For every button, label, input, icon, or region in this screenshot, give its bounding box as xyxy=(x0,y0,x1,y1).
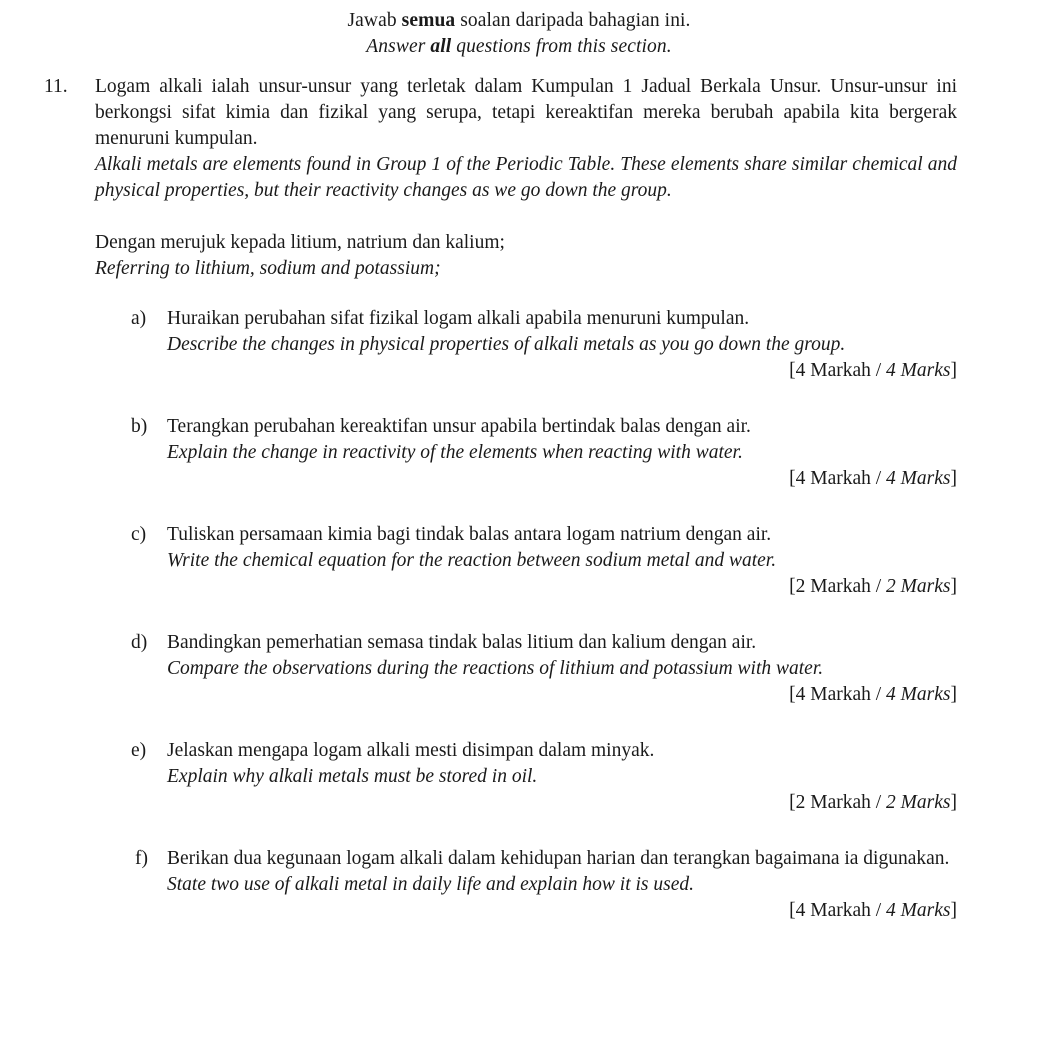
part-letter: f) xyxy=(135,848,148,869)
part-text-malay: Berikan dua kegunaan logam alkali dalam kehidupan harian dan terangkan bagaimana ia digunakan. xyxy=(167,848,950,869)
part-text-english: Explain why alkali metals must be stored in oil. xyxy=(167,766,538,787)
instruction-malay-suffix: soalan daripada bahagian ini. xyxy=(455,10,691,31)
part-body xyxy=(167,630,957,708)
instruction-malay-bold: semua xyxy=(401,10,456,31)
instruction-english-bold: all xyxy=(430,36,452,57)
part-body xyxy=(167,522,957,600)
instruction-line-malay xyxy=(0,8,1038,34)
question-body xyxy=(95,74,957,282)
part-body xyxy=(167,738,957,816)
instruction-malay-prefix: Jawab xyxy=(347,10,402,31)
instruction-english-suffix: questions from this section. xyxy=(451,36,672,57)
question-part-d xyxy=(131,630,957,708)
part-marks xyxy=(131,898,957,924)
part-text-english: Compare the observations during the reactions of lithium and potassium with water. xyxy=(167,658,824,679)
marks-english: 4 Marks xyxy=(886,900,951,921)
part-body xyxy=(167,306,957,384)
question-part-f xyxy=(131,846,957,924)
part-body xyxy=(167,414,957,492)
marks-close: ] xyxy=(950,900,957,921)
marks-malay: [4 Markah / xyxy=(789,468,887,489)
part-text-malay: Tuliskan persamaan kimia bagi tindak balas antara logam natrium dengan air. xyxy=(167,524,772,545)
paragraph-spacer xyxy=(95,204,957,230)
part-text-malay: Bandingkan pemerhatian semasa tindak balas litium dan kalium dengan air. xyxy=(167,632,757,653)
part-text-malay: Huraikan perubahan sifat fizikal logam alkali apabila menuruni kumpulan. xyxy=(167,308,750,329)
marks-close: ] xyxy=(950,468,957,489)
question-stem-malay: Logam alkali ialah unsur-unsur yang terletak dalam Kumpulan 1 Jadual Berkala Unsur. Unsur-unsur ini berkongsi sifat kimia dan fizikal yang serupa, tetapi kereaktifan mereka berubah apabila kita bergerak menuruni kumpulan. xyxy=(95,76,957,149)
marks-malay: [4 Markah / xyxy=(789,360,887,381)
instruction-line-english xyxy=(0,34,1038,60)
section-instructions xyxy=(0,8,1038,60)
question-part-b xyxy=(131,414,957,492)
part-text-malay: Terangkan perubahan kereaktifan unsur apabila bertindak balas dengan air. xyxy=(167,416,751,437)
marks-english: 2 Marks xyxy=(886,792,951,813)
reference-line-malay: Dengan merujuk kepada litium, natrium dan kalium; xyxy=(95,232,505,253)
part-text-malay: Jelaskan mengapa logam alkali mesti disimpan dalam minyak. xyxy=(167,740,655,761)
part-letter: b) xyxy=(131,416,148,437)
part-body xyxy=(167,846,957,924)
marks-malay: [2 Markah / xyxy=(789,792,887,813)
part-text-english: Explain the change in reactivity of the elements when reacting with water. xyxy=(167,442,743,463)
marks-malay: [2 Markah / xyxy=(789,576,887,597)
instruction-english-prefix: Answer xyxy=(366,36,431,57)
part-text-english: Describe the changes in physical properties of alkali metals as you go down the group. xyxy=(167,334,846,355)
part-text-english: Write the chemical equation for the reaction between sodium metal and water. xyxy=(167,550,777,571)
question-block-11 xyxy=(0,74,1038,282)
marks-malay: [4 Markah / xyxy=(789,684,887,705)
marks-close: ] xyxy=(950,792,957,813)
question-number: 11. xyxy=(44,76,68,97)
question-stem-english: Alkali metals are elements found in Group 1 of the Periodic Table. These elements share similar chemical and physical properties, but their reactivity changes as we go down the group. xyxy=(95,154,957,201)
question-part-e xyxy=(131,738,957,816)
marks-close: ] xyxy=(950,684,957,705)
question-parts-list xyxy=(0,306,1038,924)
marks-english: 4 Marks xyxy=(886,468,951,489)
question-part-a xyxy=(131,306,957,384)
part-marks xyxy=(131,682,957,708)
marks-english: 4 Marks xyxy=(886,360,951,381)
part-letter: e) xyxy=(131,740,147,761)
part-letter: a) xyxy=(131,308,147,329)
part-marks xyxy=(131,790,957,816)
question-part-c xyxy=(131,522,957,600)
part-text-english: State two use of alkali metal in daily life and explain how it is used. xyxy=(167,874,694,895)
marks-english: 4 Marks xyxy=(886,684,951,705)
reference-line-english: Referring to lithium, sodium and potassium; xyxy=(95,258,441,279)
part-marks xyxy=(131,358,957,384)
marks-close: ] xyxy=(950,576,957,597)
part-letter: c) xyxy=(131,524,147,545)
marks-malay: [4 Markah / xyxy=(789,900,887,921)
marks-close: ] xyxy=(950,360,957,381)
part-marks xyxy=(131,466,957,492)
part-marks xyxy=(131,574,957,600)
part-letter: d) xyxy=(131,632,148,653)
marks-english: 2 Marks xyxy=(886,576,951,597)
